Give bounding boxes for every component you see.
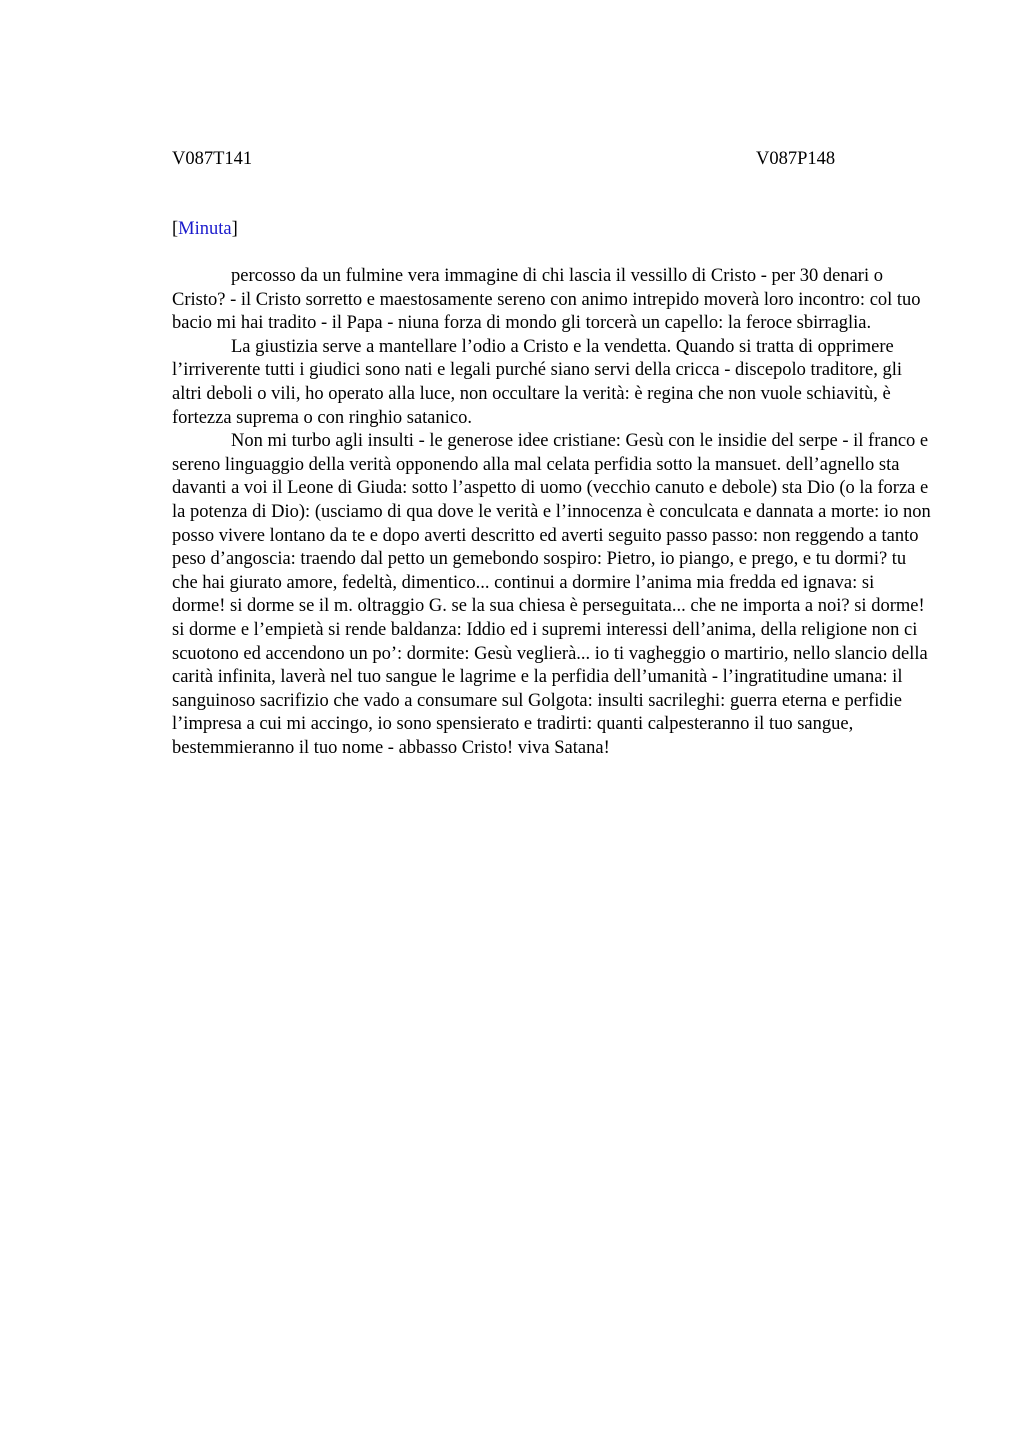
document-code-left: V087T141 [172, 149, 253, 169]
minuta-link[interactable]: Minuta [178, 219, 232, 239]
paragraph: La giustizia serve a mantellare l’odio a Cristo e la vendetta. Quando si tratta di opprimere l’irriverente tutti i giudici sono nati e legali purché siano servi della cricca - discepolo traditore, gli altri deboli o vili, ho operato alla luce, non occultare la verità: è regina che non vuole schiavitù, è fortezza suprema o con ringhio satanico. [172, 336, 902, 428]
document-header [172, 146, 932, 172]
paragraph: percosso da un fulmine vera immagine di chi lascia il vessillo di Cristo - per 30 denari o Cristo? - il Cristo sorretto e maestosamente sereno con animo intrepido moverà loro incontro: col tuo bacio mi hai tradito - il Papa - niuna forza di mondo gli torcerà un capello: la feroce sbirraglia. [172, 266, 921, 334]
bracket-close: ] [231, 219, 238, 239]
section-label [172, 216, 932, 242]
document-code-right: V087P148 [756, 149, 836, 169]
bracket-open: [ [172, 219, 179, 239]
paragraph: Non mi turbo agli insulti - le generose idee cristiane: Gesù con le insidie del serpe - il franco e sereno linguaggio della verità opponendo alla mal celata perfidia sotto la mansuet. dell’agnello sta davanti a voi il Leone di Giuda: sotto l’aspetto di uomo (vecchio canuto e debole) sta Dio (o la forza e la potenza di Dio): (usciamo di qua dove le verità e l’innocenza è conculcata e dannata a morte: io non posso vivere lontano da te e dopo averti descritto ed averti seguito passo passo: non reggendo a tanto peso d’angoscia: traendo dal petto un gemebondo sospiro: Pietro, io piango, e prego, e tu dormi? tu che hai giurato amore, fedeltà, dimentico... continui a dormire l’anima mia fredda ed ignava: si dorme! si dorme se il m. oltraggio G. se la sua chiesa è perseguitata... che ne importa a noi? si dorme! si dorme e l’empietà si rende baldanza: Iddio ed i supremi interessi dell’anima, della religione non ci scuotono ed accendono un po’: dormite: Gesù veglierà... io ti vagheggio o martirio, nello slancio della carità infinita, laverà nel tuo sangue le lagrime e la perfidia dell’umanità - l’ingratitudine umana: il sanguinoso sacrifizio che vado a consumare sul Golgota: insulti sacrileghi: guerra eterna e perfidie l’impresa a cui mi accingo, io sono spensierato e tradirti: quanti calpesteranno il tuo sangue, bestemmieranno il tuo nome - abbasso Cristo! viva Satana! [172, 431, 931, 758]
document-page [172, 146, 932, 760]
document-body [172, 265, 932, 760]
